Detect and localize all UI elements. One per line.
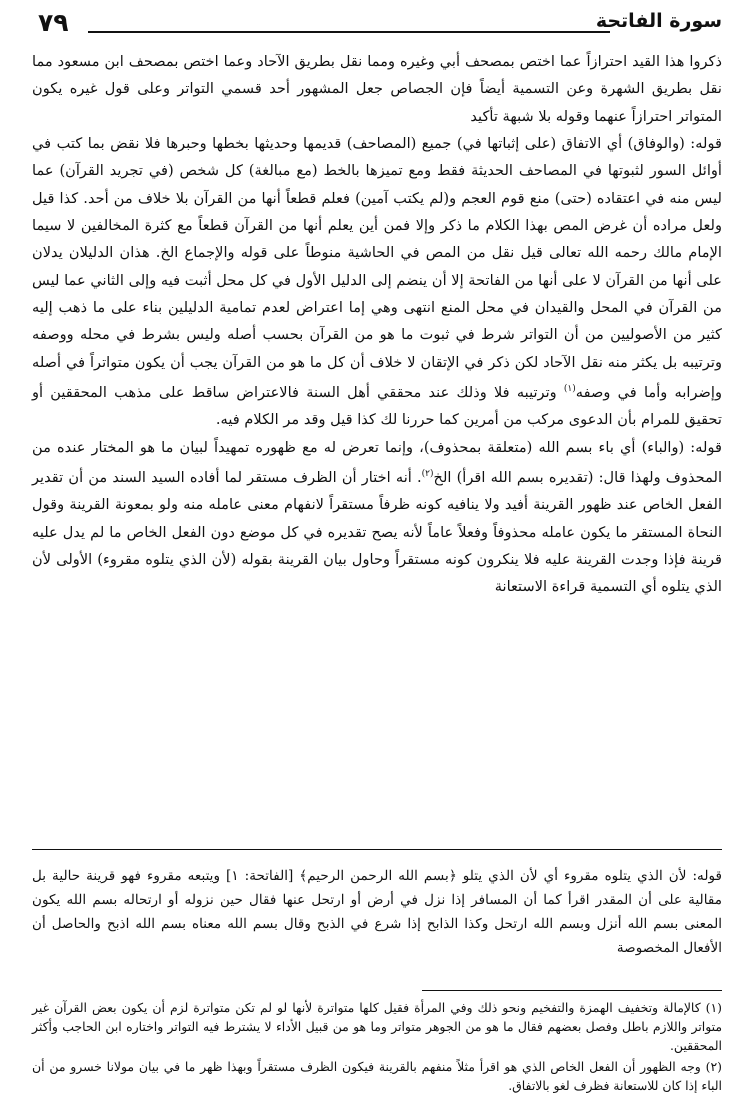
main-paragraph-2-body: قوله: (والوفاق) أي الاتفاق (على إثباتها في) جميع (المصاحف) قديمها وحديثها بخطها وحبرها فلا نقض بما كتب في أوائل السور لثبوتها في المصاحف الحديثة فقط ومع تميزها بالخط (مع مبالغة) كل شخص (في تجريد القرآن) عما ليس منه في اعتقاده (حتى) منع قوم العجم و(لم يكتب آمين) فعلم قطعاً أنها من القرآن بلا خلاف من أحد. كذا قيل ولعل مراده أن غرض المص بهذا الكلام ما ذكر وإلا فمن أين يعلم أنها من القرآن قطعاً مع كثرة المخالفين لا سيما الإمام مالك رحمه الله تعالى قيل نقل من المص في الحاشية منوطاً على قوله والإجماع الخ. هذان الدليلان يدلان على أنها من القرآن لا على أنها من الفاتحة إلا أن ينضم إلى الدليل الأول في كل محل أثبت فيه وإلى الثاني عما ليس من القرآن في المحل والقيدان في محل المنع انتهى وهي إما اعتراض لعدم تمامية الدليلين بناء على ما ذهب إليه كثير من الأصوليين من أن التواتر شرط في ثبوت ما هو من القرآن بحسب أصله وليس بشرط في محله ووصفه وترتيبه بل يكثر منه نقل الآحاد لكن ذكر في الإتقان لا خلاف أن كل ما هو من القرآن يجب أن يكون متواتراً في أصله وإضرابه وأما في وصفه [32,135,723,401]
main-paragraph-2 [32,130,722,434]
footnote-ref-1: (١) [563,384,576,395]
commentary-divider [32,849,722,850]
main-paragraph-1: ذكروا هذا القيد احترازاً عما اختص بمصحف أبي وغيره ومما نقل بطريق الآحاد وعما اختص بمصحف ابن مسعود مما نقل بطريق الشهرة وعن التسمية أيضاً فإن الجصاص جعل المشهور أحد قسمي التواتر وعلى قول غيره يكون المتواتر احترازاً عنهما وقوله بلا شبهة تأكيد [32,53,722,125]
page-number: ٧٩ [38,8,69,37]
footnote-2 [32,1057,722,1095]
footnote-ref-2: (٢) [421,469,434,480]
footnote-divider [422,990,722,991]
footnotes-section [32,998,722,1097]
main-paragraph-2-tail: وترتيبه فلا وذلك عند محققي أهل السنة فالاعتراض ساقط على مذهب المحققين أو تحقيق للمرام بأن الدعوى مركب من أمرين كما حررنا لك كذا قيل وقد مر الكلام فيه. [32,383,722,429]
footnote-1-number: (١) [705,1000,722,1015]
main-text [32,48,722,601]
footnote-1-text: كالإمالة وتخفيف الهمزة والتفخيم ونحو ذلك وفي المرأة فقيل كلها متواترة لأنها لو لم تكن متواترة لزم أن يكون بعض القرآن غير متواتر واللازم باطل وفصل بعضهم فقال ما هو من الجوهر متواتر وما هو من قبيل الأداء لا يشترط فيه التواتر واختاره ابن الحاجب وأكثر المحققين. [32,1000,722,1053]
surah-title: سورة الفاتحة [595,10,722,32]
commentary-text: قوله: لأن الذي يتلوه مقروء أي لأن الذي يتلو ﴿بسم الله الرحمن الرحيم﴾ [الفاتحة: ١] ويتبعه مقروء فهو قرينة حالية بل مقالية على أن المقدر اقرأ كما أن المسافر إذا نزل في أرض أو ارتحل عنها فقال حين نزوله أو ارتحاله بسم الله يكون المعنى بسم الله أنزل وبسم الله ارتحل وكذا الذابح إذا شرع في الذبح وقال بسم الله معناه بسم الله اذبح والحاصل أن الأفعال المخصوصة [32,868,722,956]
main-paragraph-3-tail: . أنه اختار أن الظرف مستقر لما أفاده السيد السند من أن تقدير الفعل الخاص عند ظهور القرينة أفيد ولا ينافيه كونه ظرفاً مستقراً لانفهام معنى عامله منه ولو بمعونة القرينة وقول النحاة المستقر ما يكون عامله محذوفاً وفعلاً عاماً لأنه يصح تقديره في كل موضع دون الفعل الخاص ما لم يدل عليه قرينة فإذا وجدت القرينة عليه فلا ينكرون كونه مستقراً وحاول بيان القرينة بقوله (لأن الذي يتلوه مقروء) الأولى لأن الذي يتلوه أي التسمية قراءة الاستعانة [32,468,722,596]
main-paragraph-3-body: قوله: (والباء) أي باء بسم الله (متعلقة بمحذوف)، وإنما تعرض له مع ظهوره تمهيداً لبيان ما هو المختار عنده من المحذوف ولهذا قال: (تقديره بسم الله اقرأ) الخ [32,438,723,486]
footnote-2-number: (٢) [705,1059,722,1074]
footnote-1 [32,998,722,1055]
commentary-section [32,864,722,960]
footnote-2-text: وجه الظهور أن الفعل الخاص الذي هو اقرأ مثلاً منفهم بالقرينة فيكون الظرف مستقراً وبهذا ظهر ما في بيان مولانا خسرو من أن الباء إذا كان للاستعانة فظرف لغو بالاتفاق. [32,1059,722,1093]
main-paragraph-3 [32,434,722,601]
page-header [30,8,722,40]
header-rule [88,31,610,33]
